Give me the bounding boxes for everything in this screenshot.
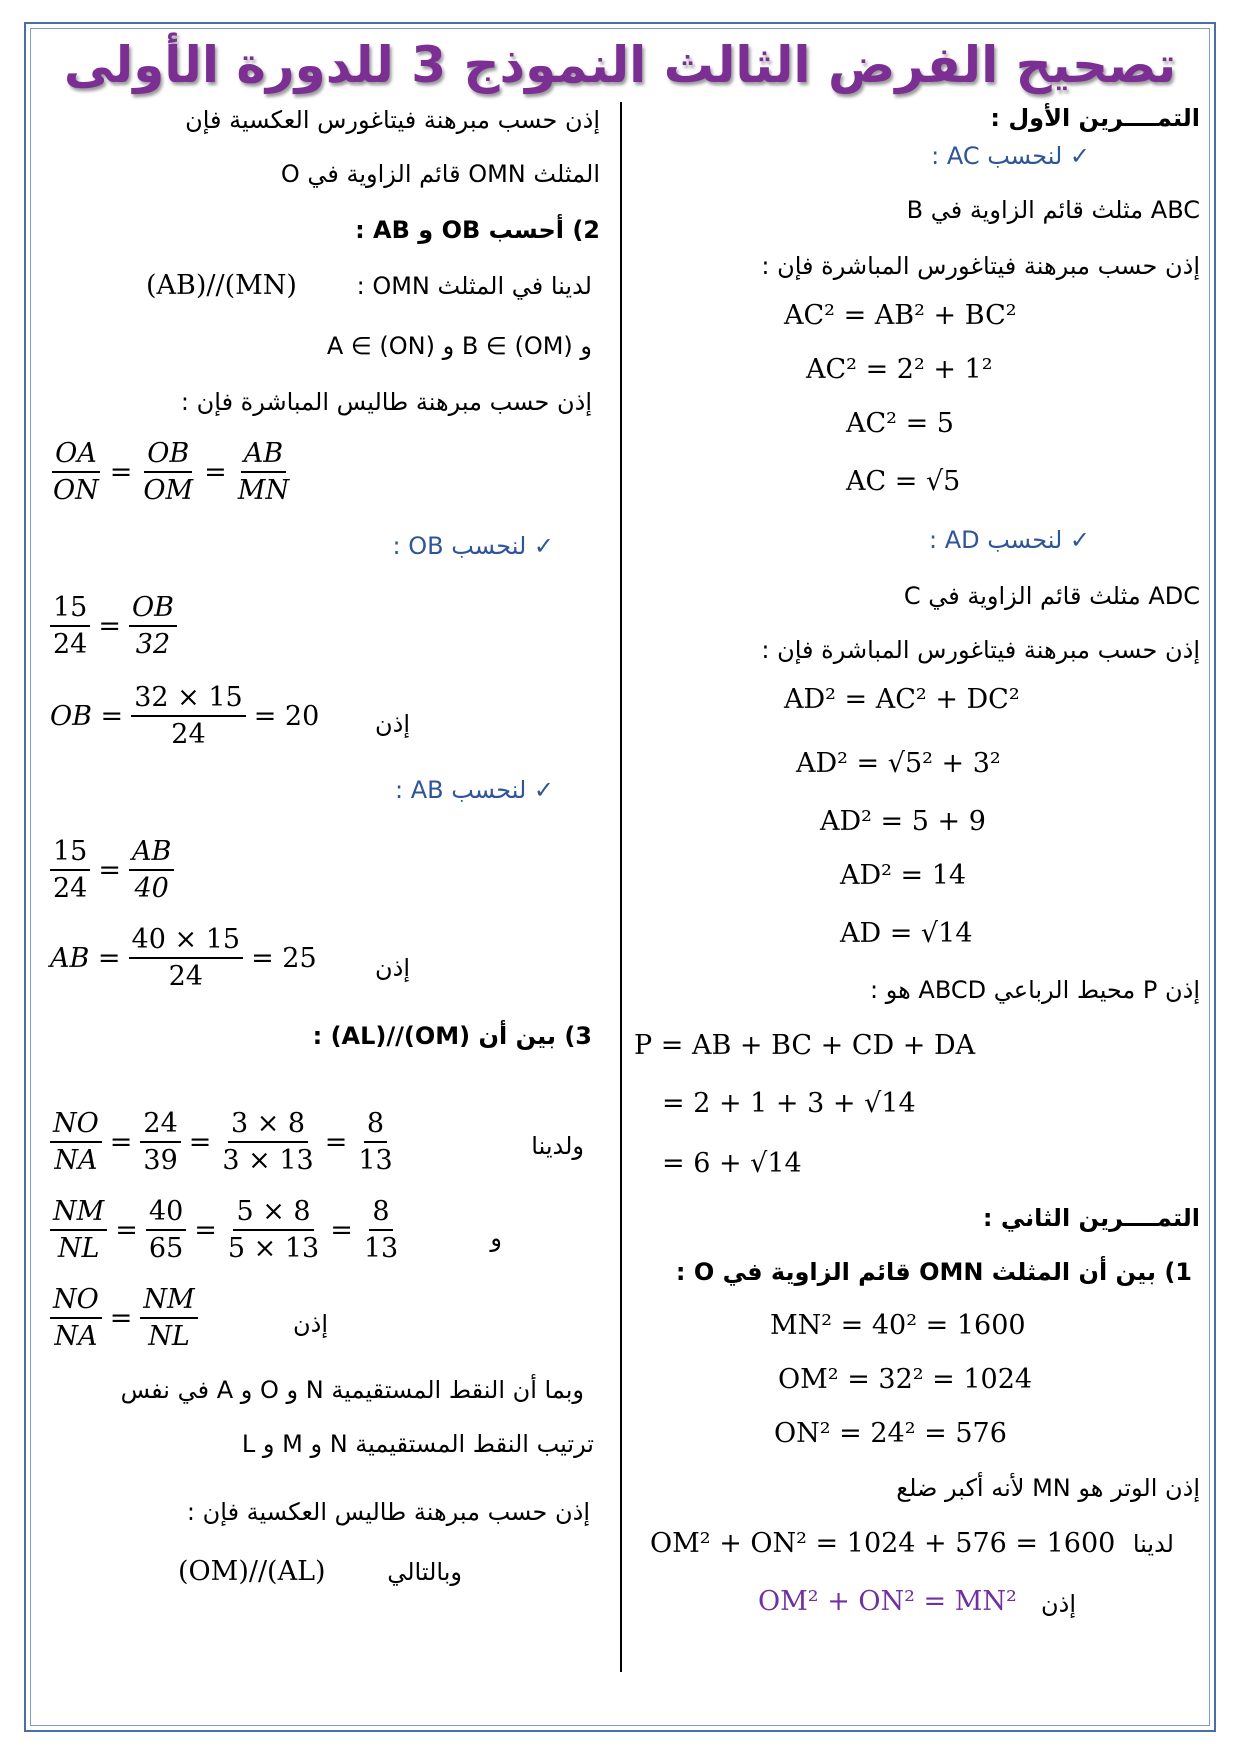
ex2-final-eq: OM² + ON² = MN² [758,1586,1017,1617]
frac-den: NA [54,1321,98,1353]
frac-num: NO [50,1282,102,1319]
ex2-idhan3: إذن [375,954,410,982]
ex2-q2: 2) أحسب OB و AB : [355,216,600,244]
frac-den: 32 [135,629,171,661]
frac-den: 24 [53,629,88,661]
frac-num: 40 [146,1194,186,1231]
frac-32x15-24 [131,680,246,752]
ex2-mn-eq: MN² = 40² = 1600 [770,1310,1026,1341]
frac-den: NL [148,1321,190,1353]
ex1-ac-eq1: AC² = AB² + BC² [784,300,1017,331]
frac-num: 15 [50,590,90,627]
ex2-ob-calc [50,680,319,752]
ex2-ob-frac: $\frac{15}{24}$ = $\frac{OB}{32}$ [50,590,177,662]
ex1-ac-eq2: AC² = 2² + 1² [806,354,993,385]
calc-lhs: OB = [50,700,124,732]
frac-den: 65 [148,1233,184,1265]
frac-num: 5 × 8 [233,1194,313,1231]
ex1-ad-eq3: AD² = 5 + 9 [820,806,986,837]
frac-den: 13 [363,1233,399,1265]
frac-den: MN [237,475,290,507]
ex2-idhan2: إذن [375,710,410,738]
frac-ob-32 [129,590,177,662]
ex2-om-eq: OM² = 32² = 1024 [778,1364,1033,1395]
ex2-wa: و [490,1224,502,1252]
ex2-thales-converse: إذن حسب مبرهنة طاليس العكسية فإن : [186,1498,590,1526]
calc-rhs: = 20 [253,700,320,732]
ex2-q1: 1) بين أن المثلث OMN قائم الزاوية في O : [675,1258,1192,1286]
ex1-ad-eq4: AD² = 14 [840,860,967,891]
frac-num: 8 [364,1106,387,1143]
ex1-p-eq3: = 6 + √14 [662,1148,802,1179]
column-divider [620,102,622,1672]
ex1-ad-label: ✓ لنحسب AD : [928,526,1090,554]
ex2-wa-ladayna: ولدينا [531,1132,584,1160]
ex2-ob-label: ✓ لنحسب OB : [392,532,554,560]
frac-num: NM [140,1282,197,1319]
ex2-nl-chain: $\frac{NM}{NL}$ = $\frac{40}{65}$ = $\frac{5 \times 8}{5 \times 13}$ = $\frac{8}{13}$ [50,1194,401,1266]
frac-8-13 [361,1194,401,1266]
ex2-idhan: إذن [1041,1590,1076,1618]
frac-num: 3 × 8 [228,1106,308,1143]
frac-num: 15 [50,834,90,871]
page-title: تصحيح الفرض الثالث النموذج 3 للدورة الأولى [63,36,1177,94]
ex2-na-chain: $\frac{NO}{NA}$ = $\frac{24}{39}$ = $\frac{3 \times 8}{3 \times 13}$ = $\frac{8}{13}$ [50,1106,396,1178]
ex2-order1: وبما أن النقط المستقيمية N و O و A في نفس [120,1376,584,1404]
frac-den: 24 [168,961,203,993]
frac-num: OA [52,436,100,473]
frac-nm-nl [140,1282,197,1354]
ex2-ab-frac: $\frac{15}{24}$ = $\frac{AB}{40}$ [50,834,174,906]
frac-no-na [50,1282,102,1354]
ex1-heading: التمــــرين الأول : [990,104,1200,132]
ex2-ab-label: ✓ لنحسب AB : [395,776,554,804]
ratio-oa-on [50,436,102,508]
frac-den: 3 × 13 [222,1145,314,1177]
ex2-conclusion-ar: وبالتالي [387,1558,462,1586]
ex2-converse-pyth: إذن حسب مبرهنة فيتاغورس العكسية فإن [185,106,600,134]
ex1-perimeter-text: إذن P محيط الرباعي ABCD هو : [870,976,1200,1004]
frac-den: NA [54,1145,98,1177]
ex2-sum-eq: OM² + ON² = 1024 + 576 = 1600 [650,1528,1116,1559]
ex2-idhan4: إذن [293,1310,328,1338]
ex1-ac-label: ✓ لنحسب AC : [931,142,1090,170]
frac-den: NL [57,1233,100,1265]
frac-3x8-3x13 [219,1106,316,1178]
frac-den: 24 [53,873,88,905]
frac-15-24 [50,590,90,662]
frac-num: NO [50,1106,102,1143]
frac-num: 24 [140,1106,180,1143]
frac-40-65 [146,1194,186,1266]
ex2-on-eq: ON² = 24² = 576 [774,1418,1007,1449]
ratio-ob-om [140,436,196,508]
ex1-pyth-direct2: إذن حسب مبرهنة فيتاغورس المباشرة فإن : [761,636,1200,664]
frac-num: 32 × 15 [131,680,246,717]
ex2-ladayna: لدينا [1132,1530,1174,1558]
ex2-given1-m: (AB)//(MN) [146,270,297,301]
frac-den: 5 × 13 [227,1233,320,1265]
ex1-ad-eq1: AD² = AC² + DC² [784,684,1020,715]
frac-den: 39 [143,1145,178,1177]
frac-den: OM [143,475,194,507]
frac-den: 40 [134,873,169,905]
frac-15-24 [50,834,90,906]
ex1-p-eq1: P = AB + BC + CD + DA [634,1030,976,1061]
ex2-conclusion-m: (OM)//(AL) [178,1556,326,1587]
frac-ab-40 [129,834,174,906]
frac-num: OB [129,590,177,627]
frac-num: AB [129,834,174,871]
frac-8-13 [355,1106,395,1178]
ex2-hyp-text: إذن الوتر هو MN لأنه أكبر ضلع [896,1474,1200,1502]
frac-num: AB [241,436,286,473]
ex1-p-eq2: = 2 + 1 + 3 + √14 [662,1088,916,1119]
ratio-ab-mn [235,436,292,508]
ex2-given2: و B ∈ (OM) و A ∈ (ON) [326,332,592,360]
frac-num: OB [144,436,192,473]
ex2-heading: التمــــرين الثاني : [982,1204,1200,1232]
ex2-thales-ratio: $\frac{OA}{ON}$ = $\frac{OB}{OM}$ = $\frac{AB}{MN}$ [50,436,292,508]
ex2-order2: ترتيب النقط المستقيمية N و M و L [241,1430,594,1458]
frac-5x8-5x13 [225,1194,322,1266]
calc-rhs: = 25 [251,942,317,974]
ex2-given1-ar: لدينا في المثلث OMN : [356,272,592,300]
ex2-ab-calc [50,922,317,994]
calc-lhs: AB = [50,942,121,974]
ex1-ad-eq5: AD = √14 [840,918,973,949]
ex1-ad-eq2: AD² = √5² + 3² [796,748,1001,779]
frac-num: 40 × 15 [129,922,244,959]
frac-40x15-24 [129,922,244,994]
frac-24-39 [140,1106,180,1178]
ex1-adc-right: ADC مثلث قائم الزاوية في C [903,582,1200,610]
ex2-eq-chain: $\frac{NO}{NA}$ = $\frac{NM}{NL}$ [50,1282,198,1354]
frac-no-na [50,1106,102,1178]
frac-den: ON [53,475,99,507]
ex2-thales-direct: إذن حسب مبرهنة طاليس المباشرة فإن : [180,388,592,416]
ex1-abc-right: ABC مثلث قائم الزاوية في B [906,196,1200,224]
ex2-omn-right: المثلث OMN قائم الزاوية في O [280,160,600,188]
ex1-ac-eq4: AC = √5 [846,466,961,497]
ex1-ac-eq3: AC² = 5 [846,408,954,439]
frac-num: NM [50,1194,107,1231]
ex2-q3: 3) بين أن (OM)//(AL) : [312,1022,592,1050]
frac-nm-nl [50,1194,107,1266]
frac-den: 13 [358,1145,393,1177]
frac-den: 24 [171,719,206,751]
ex1-pyth-direct: إذن حسب مبرهنة فيتاغورس المباشرة فإن : [761,252,1200,280]
frac-num: 8 [369,1194,392,1231]
